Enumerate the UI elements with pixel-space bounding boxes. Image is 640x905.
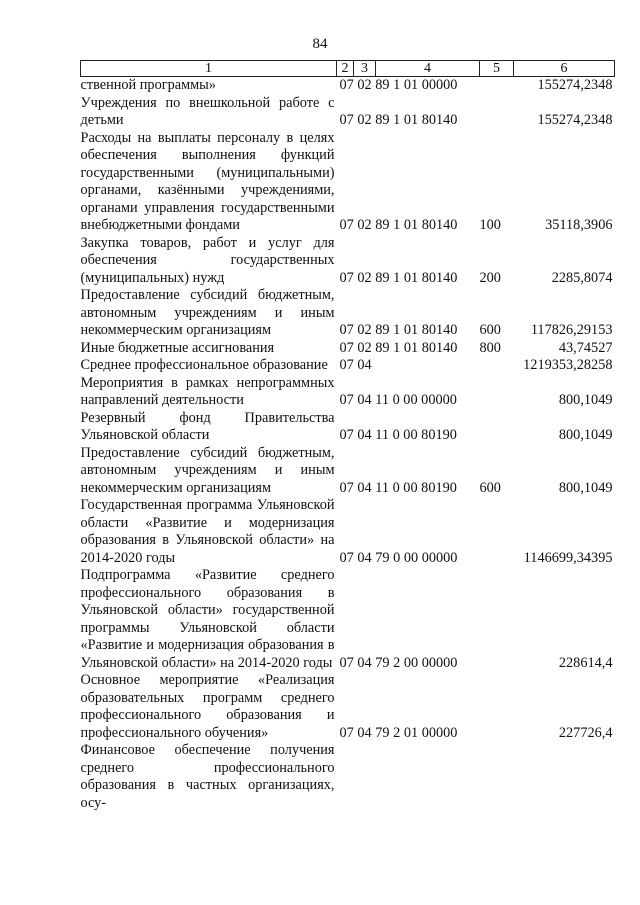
column-header: 1 — [81, 61, 337, 77]
column-header: 6 — [514, 61, 615, 77]
budget-code: 07 02 89 1 01 80140 — [339, 269, 458, 286]
column-header: 5 — [480, 61, 514, 77]
budget-code: 07 04 — [339, 357, 372, 373]
expense-type-code: 600 — [479, 322, 501, 338]
table-row — [81, 672, 615, 742]
row-name: ственной программы» — [80, 77, 216, 93]
expense-type-code: 200 — [479, 269, 501, 286]
column-header: 3 — [354, 61, 376, 77]
budget-code: 07 04 79 2 01 00000 — [339, 724, 458, 741]
amount: 227726,4 — [558, 724, 613, 741]
budget-code — [337, 742, 480, 812]
row-name: Резервный фонд Правительства Ульяновской области — [80, 409, 335, 443]
row-name: Подпрограмма «Развитие среднего профессионального образования в Ульяновской области» государственной программы Ульяновской области «Развитие и модернизация образования в Ульяновской области» на 2014-2020 годы — [80, 567, 335, 671]
budget-code: 07 02 89 1 01 80140 — [339, 339, 458, 356]
expense-type-code — [480, 357, 514, 375]
row-name: Среднее профессиональное образование — [80, 357, 328, 373]
amount: 117826,29153 — [530, 322, 613, 338]
expense-type-code — [480, 410, 514, 445]
amount: 800,1049 — [558, 427, 613, 443]
expense-type-code — [480, 77, 514, 95]
amount: 155274,2348 — [537, 112, 613, 128]
amount: 800,1049 — [558, 479, 613, 496]
amount: 228614,4 — [558, 654, 613, 671]
expense-type-code: 800 — [479, 339, 501, 356]
budget-code: 07 02 89 1 01 80140 — [339, 217, 458, 233]
row-name: Основное мероприятие «Реализация образовательных программ среднего профессионального образования и профессионального обучения» — [80, 672, 335, 741]
expense-type-code — [480, 672, 514, 742]
expense-type-code — [480, 742, 514, 812]
amount: 800,1049 — [558, 392, 613, 408]
budget-table — [80, 60, 615, 812]
amount: 1146699,34395 — [523, 549, 613, 566]
table-row — [81, 287, 615, 340]
table-row — [81, 95, 615, 130]
amount — [514, 742, 615, 812]
table-row — [81, 235, 615, 288]
row-name: Финансовое обеспечение получения среднего профессионального образования в частных организациях, осу- — [80, 742, 335, 811]
table-row — [81, 77, 615, 95]
table-row — [81, 130, 615, 235]
budget-code: 07 04 11 0 00 00000 — [339, 392, 457, 408]
row-name: Закупка товаров, работ и услуг для обеспечения государственных (муниципальных) нужд — [80, 234, 335, 286]
amount: 1219353,28258 — [523, 357, 613, 373]
amount: 155274,2348 — [537, 77, 613, 93]
table-header-row — [81, 61, 615, 77]
amount: 2285,8074 — [551, 269, 613, 286]
row-name: Государственная программа Ульяновской области «Развитие и модернизация образования в Ульяновской области» на 2014-2020 годы — [80, 497, 335, 566]
budget-code: 07 02 89 1 01 00000 — [339, 77, 458, 93]
budget-code: 07 04 79 0 00 00000 — [339, 549, 458, 566]
table-row — [81, 375, 615, 410]
budget-code: 07 04 79 2 00 00000 — [339, 654, 458, 671]
column-header: 4 — [376, 61, 480, 77]
expense-type-code: 100 — [479, 217, 501, 233]
page-number: 84 — [312, 36, 328, 52]
expense-type-code — [480, 375, 514, 410]
table-row — [81, 340, 615, 358]
row-name: Иные бюджетные ассигнования — [80, 339, 275, 356]
table-row — [81, 410, 615, 445]
row-name: Мероприятия в рамках непрограммных направлений деятельности — [80, 374, 335, 408]
column-header: 2 — [337, 61, 354, 77]
table-row — [81, 567, 615, 672]
budget-code: 07 04 11 0 00 80190 — [339, 427, 457, 443]
table-row — [81, 742, 615, 812]
table-row — [81, 497, 615, 567]
expense-type-code: 600 — [479, 479, 501, 496]
amount: 35118,3906 — [545, 217, 613, 233]
budget-code: 07 04 11 0 00 80190 — [339, 479, 457, 496]
table-body — [81, 77, 615, 813]
expense-type-code — [480, 497, 514, 567]
expense-type-code — [480, 95, 514, 130]
row-name: Предоставление субсидий бюджетным, автономным учреждениям и иным некоммерческим организациям — [80, 444, 335, 496]
table-row — [81, 357, 615, 375]
table-row — [81, 445, 615, 498]
expense-type-code — [480, 567, 514, 672]
budget-code: 07 02 89 1 01 80140 — [339, 112, 458, 128]
row-name: Предоставление субсидий бюджетным, автономным учреждениям и иным некоммерческим организациям — [80, 287, 335, 338]
amount: 43,74527 — [558, 339, 613, 356]
budget-code: 07 02 89 1 01 80140 — [339, 322, 458, 338]
row-name: Учреждения по внешкольной работе с детьми — [80, 94, 335, 128]
row-name: Расходы на выплаты персоналу в целях обеспечения выполнения функций государственными (муниципальными) органами, казёнными учреждениями, органами управления государственными внебюджетными фондами — [80, 129, 335, 233]
